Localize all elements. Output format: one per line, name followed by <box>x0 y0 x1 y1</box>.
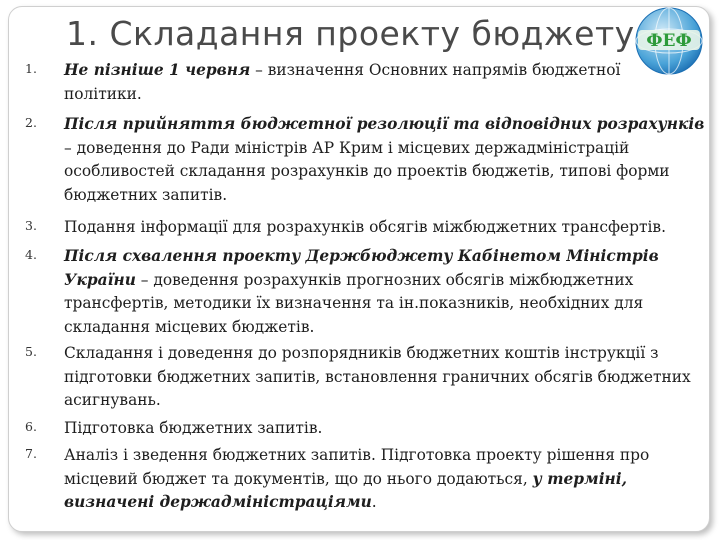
item-lead: Після схвалення проекту Держбюджету Кабінетом Міністрів України <box>64 247 659 289</box>
slide-title: 1. Складання проекту бюджету <box>66 14 635 53</box>
item-number: 1. <box>25 61 37 76</box>
item-body: Подання інформації для розрахунків обсягів міжбюджетних трансфертів. <box>64 218 666 236</box>
item-text <box>64 245 710 339</box>
item-text <box>64 113 710 207</box>
item-number: 7. <box>25 446 37 461</box>
item-body: Підготовка бюджетних запитів. <box>64 419 323 437</box>
item-text <box>64 444 710 515</box>
item-number: 6. <box>25 419 37 434</box>
item-body: – визначення Основних напрямів бюджетної політики. <box>64 61 621 103</box>
item-text <box>64 342 710 413</box>
item-text <box>64 417 710 441</box>
item-text <box>64 216 710 240</box>
item-number: 2. <box>25 115 37 130</box>
item-number: 4. <box>25 247 37 262</box>
item-lead: Не пізніше 1 червня <box>64 61 251 79</box>
item-body: – доведення розрахунків прогнозних обсягів міжбюджетних трансфертів, методики їх визначення та ін.показників, необхідних для складання місцевих бюджетів. <box>64 270 644 336</box>
item-lead: Після прийняття бюджетної резолюції та відповідних розрахунків <box>64 115 705 133</box>
item-body: Складання і доведення до розпорядників бюджетних коштів інструкції з підготовки бюджетних запитів, встановлення граничних обсягів бюджетних асигнувань. <box>64 344 691 409</box>
item-tail-emphasis: у терміні, визначені держадміністраціями <box>64 469 627 511</box>
item-number: 3. <box>25 218 37 233</box>
item-text <box>64 59 649 106</box>
item-tail: . <box>371 493 377 511</box>
item-body: Аналіз і зведення бюджетних запитів. Підготовка проекту рішення про місцевий бюджет та документів, що до нього додаються, <box>64 446 650 488</box>
item-body: – доведення до Ради міністрів АР Крим і місцевих держадміністрацій особливостей складання розрахунків до проектів бюджетів, типові форми бюджетних запитів. <box>64 138 670 204</box>
logo-text: ФЕФ <box>646 31 692 51</box>
item-number: 5. <box>25 344 37 359</box>
